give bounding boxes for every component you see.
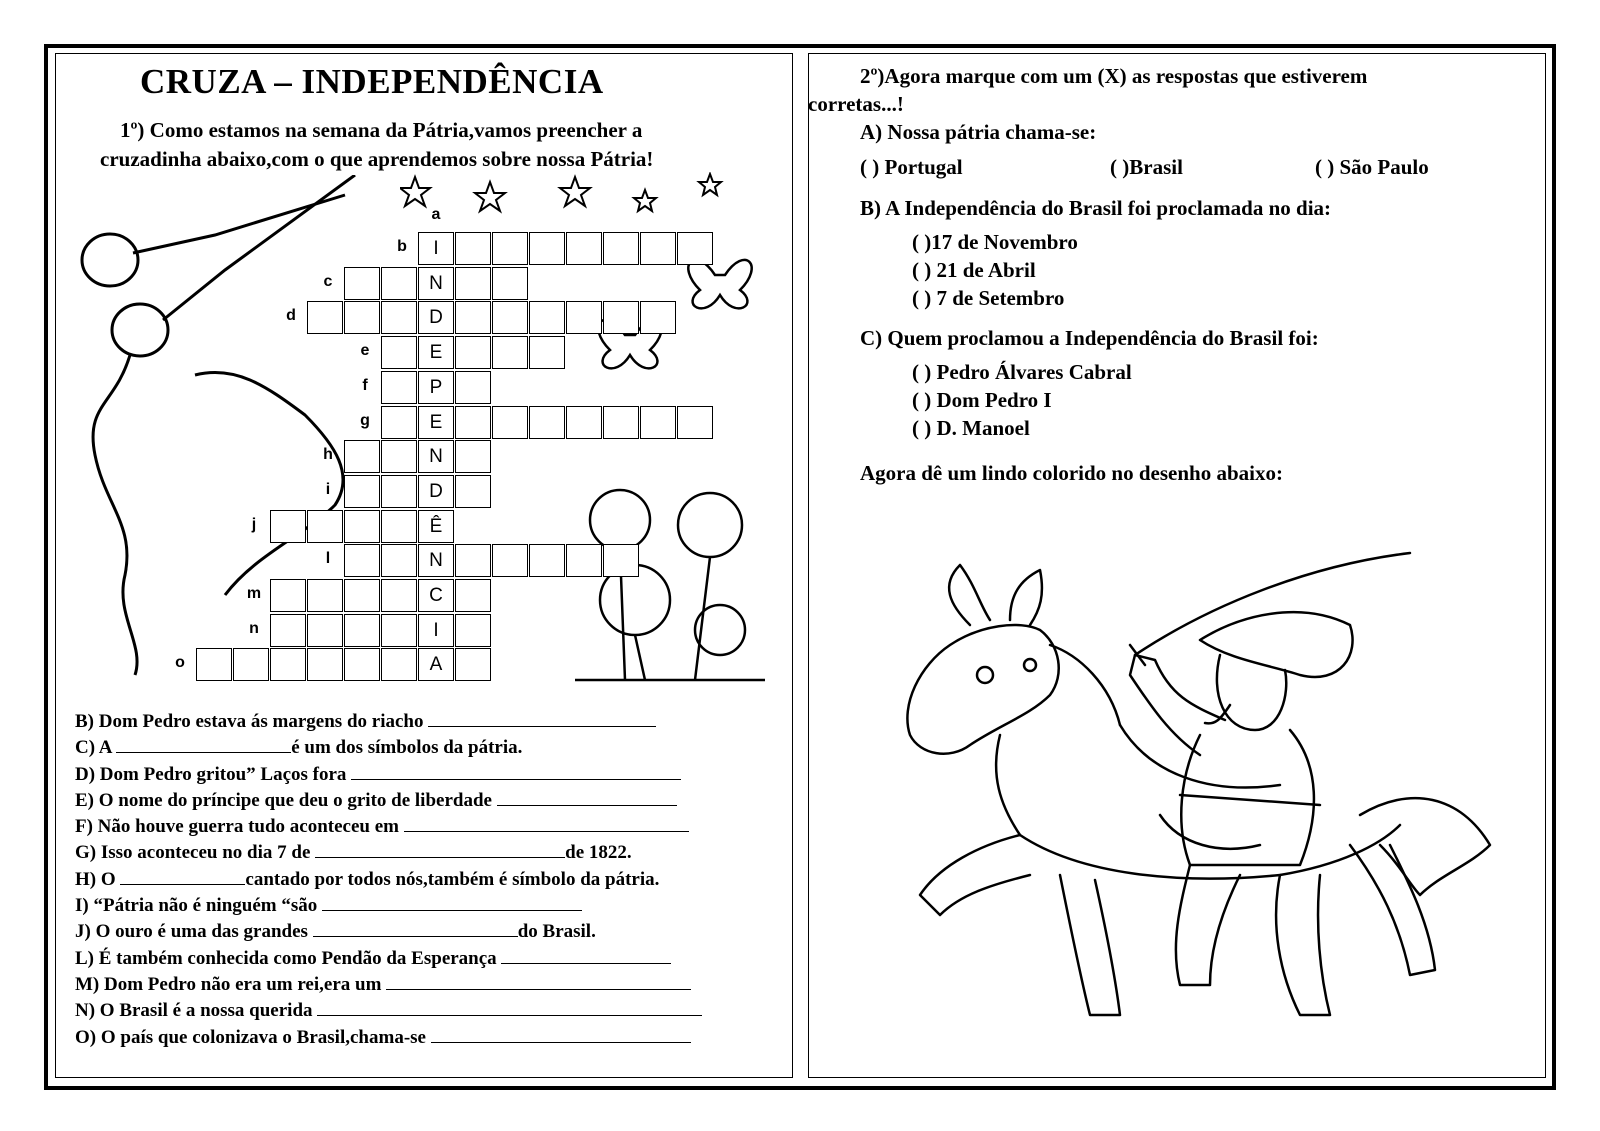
crossword-cell[interactable] [455, 406, 491, 439]
crossword-cell[interactable] [381, 406, 417, 439]
crossword-cell[interactable] [677, 406, 713, 439]
crossword-cell[interactable] [455, 440, 491, 473]
clue-line [75, 867, 702, 893]
q2a-question: A) Nossa pátria chama-se: [860, 120, 1097, 144]
crossword-cell[interactable] [529, 336, 565, 369]
clue-line [75, 893, 702, 919]
crossword-cell[interactable] [270, 648, 306, 681]
crossword-cell[interactable] [566, 544, 602, 577]
clue-text-after: do Brasil. [517, 921, 596, 943]
crossword-cell[interactable] [455, 614, 491, 647]
q2a-option-1[interactable]: ( ) Portugal [860, 155, 963, 179]
clue-line [75, 788, 702, 814]
crossword-cell[interactable] [381, 544, 417, 577]
crossword-cell-given: C [418, 579, 454, 612]
crossword-cell-given: I [418, 614, 454, 647]
clue-text: N) O Brasil é a nossa querida [75, 1000, 318, 1022]
clue-text: M) Dom Pedro não era um rei,era um [75, 973, 387, 995]
crossword-cell[interactable] [344, 475, 380, 508]
crossword-cell-given: P [418, 371, 454, 404]
crossword-cell[interactable] [307, 648, 343, 681]
clue-label-h: h [323, 446, 333, 464]
answer-blank[interactable] [351, 763, 681, 780]
clue-text: D) Dom Pedro gritou” Laços fora [75, 763, 352, 785]
answer-blank[interactable] [428, 710, 656, 727]
crossword-cell[interactable] [492, 406, 528, 439]
clue-label-g: g [360, 411, 370, 429]
q1-line1: 1º) Como estamos na semana da Pátria,vamos preencher a [120, 118, 643, 142]
crossword-cell[interactable] [492, 232, 528, 265]
crossword-cell[interactable] [566, 406, 602, 439]
crossword-cell[interactable] [307, 510, 343, 543]
clue-label-n: n [249, 619, 259, 637]
q2a-option-2[interactable]: ( )Brasil [1110, 155, 1183, 179]
clue-text: O) O país que colonizava o Brasil,chama-se [75, 1026, 431, 1048]
q1-line2: cruzadinha abaixo,com o que aprendemos sobre nossa Pátria! [100, 147, 654, 171]
crossword-cell-given: N [418, 440, 454, 473]
q2-line2: corretas...! [808, 92, 904, 116]
crossword-cell[interactable] [344, 544, 380, 577]
answer-blank[interactable] [501, 947, 671, 964]
clue-line [75, 946, 702, 972]
q2b-option-2[interactable]: ( ) 21 de Abril [912, 258, 1036, 282]
clue-text: E) O nome do príncipe que deu o grito de liberdade [75, 789, 497, 811]
crossword-cell[interactable] [455, 232, 491, 265]
crossword-cell[interactable] [566, 232, 602, 265]
clue-text: J) O ouro é uma das grandes [75, 921, 313, 943]
crossword-cell[interactable] [455, 475, 491, 508]
crossword-cell[interactable] [640, 406, 676, 439]
answer-blank[interactable] [317, 999, 702, 1016]
crossword-cell[interactable] [344, 614, 380, 647]
q2-line1: 2º)Agora marque com um (X) as respostas que estiverem [860, 64, 1368, 88]
crossword-cell[interactable] [529, 301, 565, 334]
dom-pedro-horse-drawing [880, 545, 1500, 1045]
answer-blank[interactable] [116, 736, 291, 753]
crossword-cell[interactable] [677, 232, 713, 265]
crossword-cell[interactable] [492, 301, 528, 334]
clue-line [75, 762, 702, 788]
crossword-cell[interactable] [455, 579, 491, 612]
crossword-cell[interactable] [640, 301, 676, 334]
clue-line [75, 840, 702, 866]
clue-text: B) Dom Pedro estava ás margens do riacho [75, 711, 429, 732]
answer-blank[interactable] [120, 868, 245, 885]
clue-label-a: a [431, 206, 441, 223]
q2b-option-3[interactable]: ( ) 7 de Setembro [912, 286, 1065, 310]
crossword-cell[interactable] [344, 301, 380, 334]
clue-line [75, 998, 702, 1024]
crossword-cell[interactable] [455, 336, 491, 369]
clue-text: G) Isso aconteceu no dia 7 de [75, 842, 316, 864]
clue-text-after: é um dos símbolos da pátria. [291, 737, 523, 759]
crossword-cell[interactable] [381, 579, 417, 612]
clue-text-after: cantado por todos nós,também é símbolo da pátria. [245, 868, 660, 890]
crossword-cell-given: E [418, 336, 454, 369]
crossword-cell[interactable] [381, 301, 417, 334]
answer-blank[interactable] [386, 973, 691, 990]
crossword-cell-given: Ê [418, 510, 454, 543]
crossword-cell[interactable] [492, 544, 528, 577]
crossword-cell-given: I [418, 232, 454, 265]
crossword-cell[interactable] [270, 510, 306, 543]
crossword-cell[interactable] [603, 406, 639, 439]
clue-label-o: o [175, 654, 185, 672]
crossword-cell-given: D [418, 475, 454, 508]
crossword-cell[interactable] [196, 648, 232, 681]
clue-label-f: f [362, 376, 368, 394]
clue-text-after: de 1822. [565, 842, 632, 864]
clue-line [75, 1025, 702, 1051]
crossword-cell[interactable] [307, 301, 343, 334]
crossword-cell[interactable] [492, 336, 528, 369]
q2c-question: C) Quem proclamou a Independência do Brasil foi: [860, 326, 1319, 350]
clue-line [75, 735, 702, 761]
clue-line [75, 919, 702, 945]
crossword-cell[interactable] [529, 544, 565, 577]
crossword-cell[interactable] [381, 371, 417, 404]
crossword-cell[interactable] [455, 648, 491, 681]
crossword-cell-given: N [418, 544, 454, 577]
crossword-cell[interactable] [529, 232, 565, 265]
crossword-cell[interactable] [455, 544, 491, 577]
crossword-cell[interactable] [233, 648, 269, 681]
crossword-cell[interactable] [455, 371, 491, 404]
crossword-cell-given: E [418, 406, 454, 439]
clue-label-b: b [397, 238, 407, 255]
q2b-question: B) A Independência do Brasil foi proclamada no dia: [860, 196, 1332, 220]
crossword-cell[interactable] [529, 406, 565, 439]
crossword-cell[interactable] [381, 475, 417, 508]
clue-text: F) Não houve guerra tudo aconteceu em [75, 816, 404, 838]
q2c-option-2[interactable]: ( ) Dom Pedro I [912, 388, 1052, 412]
crossword-cell[interactable] [344, 510, 380, 543]
answer-blank[interactable] [315, 841, 565, 858]
crossword-cell[interactable] [640, 232, 676, 265]
crossword-cell-given: N [418, 267, 454, 300]
q2c-option-3[interactable]: ( ) D. Manoel [912, 416, 1030, 440]
clue-label-l: l [325, 550, 331, 568]
crossword-cell-given: A [418, 648, 454, 681]
clue-label-m: m [246, 585, 262, 602]
clue-text: C) A [75, 737, 117, 759]
crossword-cell[interactable] [381, 440, 417, 473]
answer-blank[interactable] [497, 789, 677, 806]
crossword-cell[interactable] [566, 301, 602, 334]
crossword-cell[interactable] [603, 544, 639, 577]
clue-text: I) “Pátria não é ninguém “são [75, 895, 322, 917]
answer-blank[interactable] [431, 1026, 691, 1043]
page-title: CRUZA – INDEPENDÊNCIA [140, 62, 604, 101]
crossword-cell-given: D [418, 301, 454, 334]
clue-line [75, 814, 702, 840]
answer-blank[interactable] [313, 920, 518, 937]
coloring-instruction: Agora dê um lindo colorido no desenho abaixo: [860, 461, 1283, 485]
crossword-cell[interactable] [603, 301, 639, 334]
stars-drawing [400, 172, 740, 217]
crossword-cell[interactable] [381, 510, 417, 543]
q2a-option-3[interactable]: ( ) São Paulo [1315, 155, 1429, 179]
clue-label-c: c [323, 272, 333, 290]
crossword-cell[interactable] [455, 301, 491, 334]
clue-label-d: d [286, 307, 296, 325]
clue-line [75, 972, 702, 998]
crossword-cell[interactable] [603, 232, 639, 265]
crossword-cell[interactable] [307, 579, 343, 612]
crossword-cell[interactable] [492, 267, 528, 300]
crossword-cell[interactable] [344, 267, 380, 300]
crossword-cell[interactable] [344, 440, 380, 473]
crossword-cell[interactable] [270, 614, 306, 647]
clues-list [75, 709, 702, 1051]
q2c-option-1[interactable]: ( ) Pedro Álvares Cabral [912, 360, 1132, 384]
crossword-cell[interactable] [381, 614, 417, 647]
answer-blank[interactable] [322, 894, 582, 911]
crossword-cell[interactable] [270, 579, 306, 612]
crossword-cell[interactable] [381, 336, 417, 369]
crossword-cell[interactable] [381, 648, 417, 681]
crossword-cell[interactable] [307, 614, 343, 647]
q2b-option-1[interactable]: ( )17 de Novembro [912, 230, 1078, 254]
crossword-cell[interactable] [344, 648, 380, 681]
crossword-cell[interactable] [455, 267, 491, 300]
clue-label-j: j [251, 515, 257, 533]
crossword-cell[interactable] [344, 579, 380, 612]
clue-text: H) O [75, 868, 121, 890]
clue-label-e: e [360, 342, 370, 360]
flowers-drawing [575, 480, 765, 690]
answer-blank[interactable] [404, 815, 689, 832]
clue-text: L) É também conhecida como Pendão da Esperança [75, 947, 502, 969]
clue-label-i: i [325, 480, 331, 498]
crossword-cell[interactable] [381, 267, 417, 300]
clue-line [75, 709, 702, 735]
